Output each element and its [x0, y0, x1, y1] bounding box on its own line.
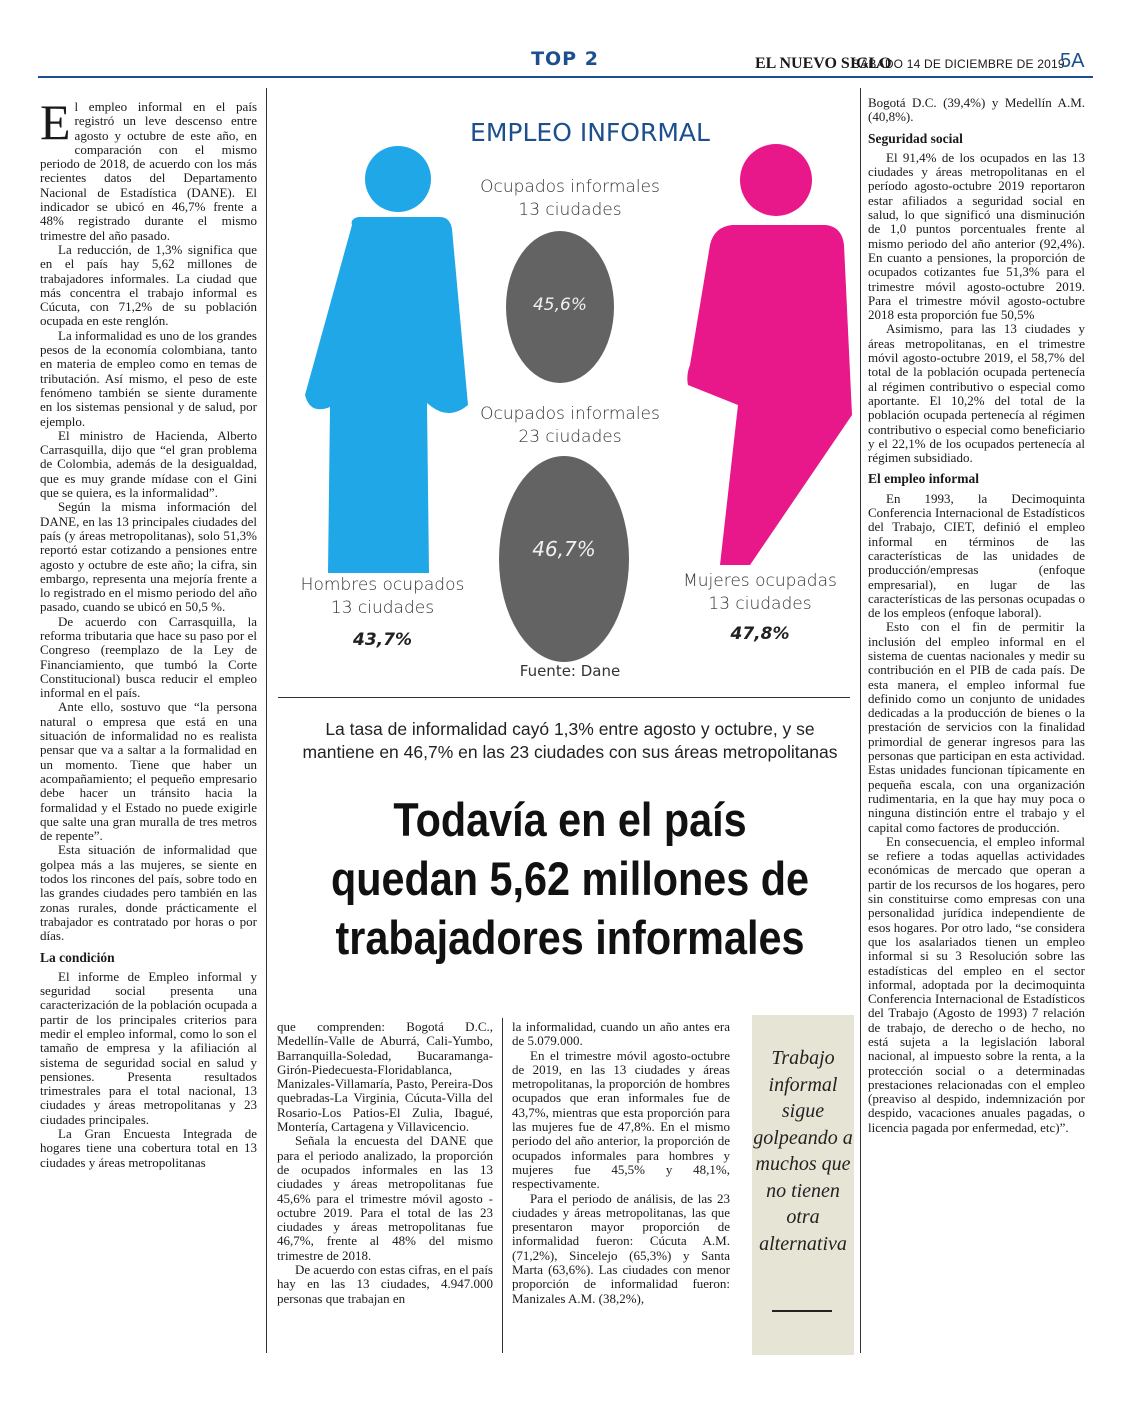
paragraph: Esto con el fin de permitir la inclusión del empleo informal en el sistema de cuentas nacionales y medir su contribución en el PIB de cada país. De esta manera, el empleo informal fue definido como un conjunto de unidades dedicadas a la producción de bienes o la prestación de servicios con la finalidad primordial de generar ingresos para las personas que participan en esta actividad. Estas unidades funcionan típicamente en pequeña escala, con una organización rudimentaria, en la que hay muy poca o ninguna distinción entre el trabajo y el capital como factores de producción.	[868, 619, 1085, 835]
woman-figure-icon	[680, 125, 860, 575]
column-rule	[860, 88, 861, 1353]
headline-line: trabajadores informales	[335, 911, 805, 964]
informal-23-value: 46,7%	[532, 537, 596, 561]
paragraph: El 91,4% de los ocupados en las 13 ciudades y áreas metropolitanas en el período agosto-octubre 2019 reportaron estar afiliados a seguridad social en salud, lo que significó una disminución de 1,0 puntos porcentuales frente al mismo periodo del año anterior (92,4%). En cuanto a pensiones, la proporción de ocupados cotizantes fue 51,3% para el trimestre móvil agosto-octubre 2019. Para el trimestre móvil agosto-octubre 2018 esta proporción fue 50,5%	[868, 149, 1085, 323]
pull-quote: Trabajo informal sigue golpeando a muchos que no tienen otra alternativa	[753, 1047, 853, 1255]
source-note: Fuente: Dane	[519, 662, 621, 680]
label-line: Ocupados informales	[480, 177, 660, 197]
label-line: 13 ciudades	[518, 200, 622, 220]
paragraph: Esta situación de informalidad que golpea más a las mujeres, se siente en todos los rincones del país, sobre todo en las grandes ciudades pero también en las zonas rurales, donde prácticamente el trabajador es contratado por horas o por días.	[40, 842, 257, 944]
paragraph: La Gran Encuesta Integrada de hogares tiene una cobertura total en 13 ciudades y áreas metropolitanas	[40, 1126, 257, 1170]
section-label: TOP 2	[531, 48, 599, 70]
headline	[324, 790, 817, 967]
page-number: 5A	[1060, 50, 1085, 72]
men-value: 43,7%	[353, 630, 412, 650]
pull-quote-rule	[772, 1310, 832, 1312]
column-rule	[266, 88, 267, 1353]
article-column-1	[40, 94, 257, 1170]
label-line: 13 ciudades	[708, 594, 812, 614]
article-column-2	[277, 1020, 493, 1306]
paragraph: Asimismo, para las 13 ciudades y áreas metropolitanas, en el trimestre móvil agosto-octubre 2019, el 58,7% del total de la población ocupada pertenecía al régimen contributivo o especial como aportante. El 10,2% del total de la población ocupada pertenecía al régimen contributivo o especial como beneficiario y el 22,1% de los ocupados pertenecía al régimen subsidiado.	[868, 321, 1085, 466]
women-value: 47,8%	[730, 624, 790, 644]
newspaper-name: EL NUEVO SIGLO	[755, 55, 892, 72]
men-label	[290, 574, 475, 620]
paragraph: De acuerdo con estas cifras, en el país hay en las 13 ciudades, 4.947.000 personas que trabajan en	[277, 1262, 493, 1306]
paragraph: De acuerdo con Carrasquilla, la reforma tributaria que hace su paso por el Congreso (reemplazo de la Ley de Financiamiento, que tumbó la Corte Constitucional) busca reducir el empleo informal en el país.	[40, 613, 257, 701]
paragraph: En 1993, la Decimoquinta Conferencia Internacional de Estadísticos del Trabajo, CIET, definió el empleo informal en términos de las características de las unidades de producción/empresas (enfoque empresarial), en lugar de las características de las personas ocupadas o de los empleos (enfoque laboral).	[868, 490, 1085, 621]
infographic-title: EMPLEO INFORMAL	[470, 118, 710, 147]
header-rule	[38, 76, 1093, 78]
infographic-rule	[278, 697, 850, 698]
summary-deck: La tasa de informalidad cayó 1,3% entre agosto y octubre, y se mantiene en 46,7% en las 23 ciudades con sus áreas metropolitanas	[302, 719, 838, 762]
label-line: Hombres ocupados	[300, 575, 465, 595]
paragraph: l empleo informal en el país registró un leve descenso entre agosto y octubre de este año, en comparación con el mismo periodo de 2018, de acuerdo con los más recientes datos del Departamento Nacional de Estadística (DANE). El indicador se ubicó en 46,7% frente a 48% registrado durante el mismo trimestre del año pasado.	[40, 99, 257, 243]
drop-cap: E	[40, 94, 71, 150]
paragraph: que comprenden: Bogotá D.C., Medellín-Valle de Aburrá, Cali-Yumbo, Barranquilla-Soledad, Bucaramanga-Girón-Piedecuesta-Floridablanca, Manizales-Villamaría, Pasto, Pereira-Dos quebradas-La Virginia, Cúcuta-Villa del Rosario-Los Patios-El Zulia, Ibagué, Montería, Cartagena y Villavicencio.	[277, 1019, 493, 1135]
paragraph: Para el periodo de análisis, de las 23 ciudades y áreas metropolitanas, las que presentaron mayor proporción de informalidad fueron: Cúcuta A.M. (71,2%), Sincelejo (65,3%) y Santa Marta (63,6%). Las ciudades con menor proporción de informalidad fueron: Manizales A.M. (38,2%),	[512, 1190, 730, 1306]
label-line: Ocupados informales	[480, 404, 660, 424]
headline-line: Todavía en el país	[393, 793, 747, 846]
label-line: Mujeres ocupadas	[683, 571, 837, 591]
paragraph: Bogotá D.C. (39,4%) y Medellín A.M. (40,8%).	[868, 95, 1085, 125]
paragraph: Señala la encuesta del DANE que para el periodo analizado, la proporción de ocupados informales en las 13 ciudades y áreas metropolitanas fue 45,6% para el trimestre móvil agosto -octubre 2019. Para el total de las 23 ciudades y áreas metropolitanas fue 46,7%, frente al 48% del mismo trimestre de 2018.	[277, 1133, 493, 1263]
paragraph: En consecuencia, el empleo informal se refiere a todas aquellas actividades económicas de mercado que operan a partir de los recursos de los hogares, pero sin constituirse como empresas con una personalidad jurídica independiente de esos hogares. Por otro lado, “se considera que los asalariados tienen un empleo informal si su 3 Resolución sobre las estadísticas del empleo en el sector informal, adoptada por la decimoquinta Conferencia Internacional de Estadísticos del Trabajo (Agosto de 1993) 7 relación de trabajo, de derecho o de hecho, no está sujeta a la legislación laboral nacional, al impuesto sobre la renta, a la protección social o a determinadas prestaciones relacionadas con el empleo (preaviso al despido, indemnización por despido, vacaciones anuales pagadas, o licencia pagada por enfermedad, etc)”.	[868, 833, 1085, 1135]
article-column-3	[512, 1020, 730, 1306]
subheading: La condición	[40, 949, 115, 965]
informal-23-label	[460, 403, 680, 449]
label-line: 13 ciudades	[330, 598, 435, 618]
informal-13-label	[460, 176, 680, 222]
paragraph: Según la misma información del DANE, en las 13 principales ciudades del país (y áreas metropolitanas), solo 51,3% reportó estar cotizando a pensiones entre agosto y octubre de este año; la cifra, sin embargo, representa una mejoría frente a lo registrado en el mismo periodo del año pasado, cuando se ubicó en 50,5 %.	[40, 499, 257, 615]
article-column-4	[868, 96, 1085, 1135]
label-line: 23 ciudades	[518, 427, 622, 447]
paragraph: Ante ello, sostuvo que “la persona natural o empresa que está en una situación de informalidad no es realista pensar que va a saltar a la formalidad en un momento. Tiene que haber un acompañamiento; el pequeño empresario debe hacer un tránsito hacia la formalidad y el Estado no puede exigirle que salte una gran muralla de tres metros de repente”.	[40, 699, 257, 844]
paragraph: En el trimestre móvil agosto-octubre de 2019, en las 13 ciudades y áreas metropolitanas, la proporción de hombres ocupados que eran informales fue de 43,7%, mientras que esta proporción para las mujeres fue de 47,8%. En el mismo periodo del año anterior, la proporción de ocupados informales para hombres y mujeres fue 45,5% y 48,1%, respectivamente.	[512, 1047, 730, 1192]
man-figure-icon	[300, 145, 480, 575]
paragraph: El ministro de Hacienda, Alberto Carrasquilla, dijo que “el gran problema de Colombia, además de la desigualdad, que es muy grande mídase con el Gini que se quiera, es la informalidad”.	[40, 427, 257, 501]
informal-13-value: 45,6%	[532, 295, 587, 315]
paragraph: La informalidad es uno de los grandes pesos de la economía colombiana, tanto en materia de empleo como en temas de tributación. Así mismo, el peso de este fenómeno también se siente duramente en los sistemas pensional y de salud, por ejemplo.	[40, 327, 257, 429]
headline-line: quedan 5,62 millones de	[330, 852, 810, 905]
women-label	[665, 570, 855, 616]
subheading: Seguridad social	[868, 130, 963, 146]
paragraph: la informalidad, cuando un año antes era de 5.079.000.	[512, 1019, 730, 1049]
paragraph: La reducción, de 1,3% significa que en el país hay 5,62 millones de trabajadores informales. La ciudad que más concentra el trabajo informal es Cúcuta, con 71,2% de su población ocupada en este renglón.	[40, 241, 257, 329]
issue-date: SÁBADO 14 DE DICIEMBRE DE 2019	[852, 57, 1065, 71]
paragraph: El informe de Empleo informal y seguridad social presenta una caracterización de la población ocupada a partir de los principales criterios para medir el empleo informal, como lo son el tamaño de empresa y la afiliación al sistema de seguridad social en salud y pensiones. Presenta resultados trimestrales para el total nacional, 13 ciudades y áreas metropolitanas y 23 ciudades principales.	[40, 968, 257, 1127]
column-rule	[502, 1018, 503, 1353]
subheading: El empleo informal	[868, 471, 979, 487]
